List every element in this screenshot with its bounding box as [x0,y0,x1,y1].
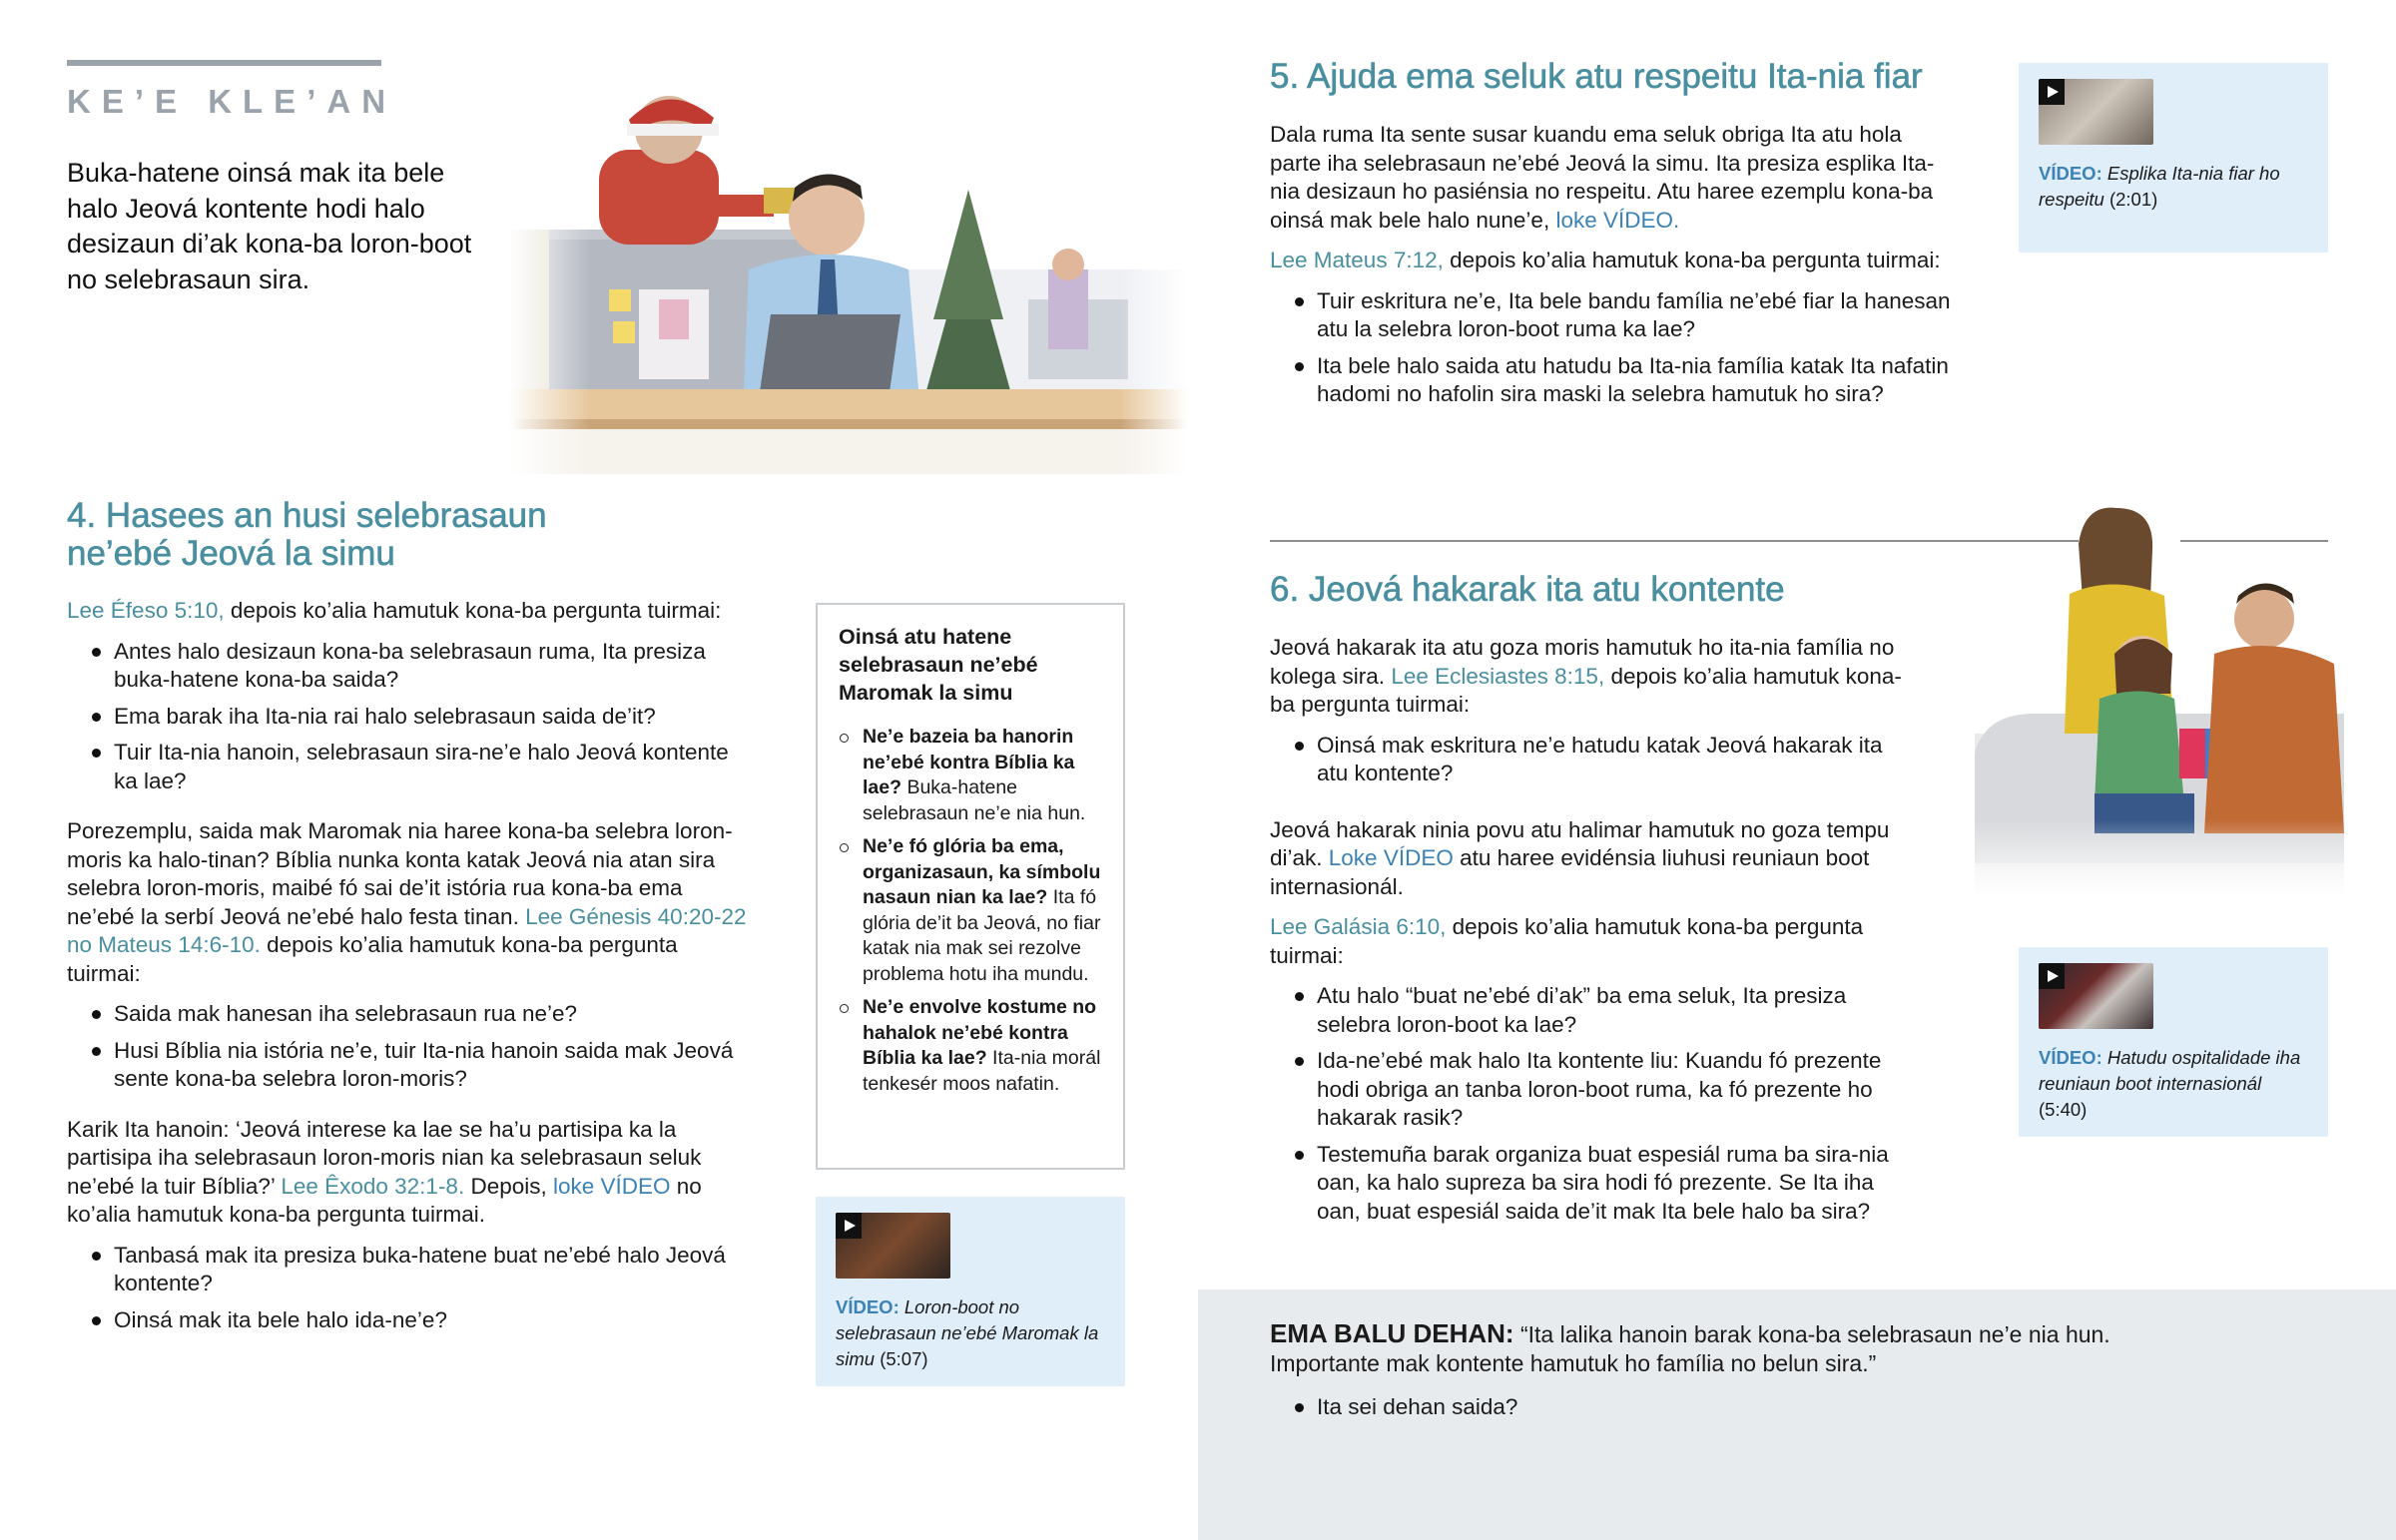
scripture-ref-eclesiastes[interactable]: Lee Eclesiastes 8:15, [1391,663,1605,689]
section-4-para-2 [67,817,756,988]
summary-quote [1270,1319,2168,1378]
sidebox-item-question: Ne’e envolve kostume no hahalok ne’ebé kontra Bíblia ka lae? [863,996,1097,1069]
section-5-para-2 [1270,247,1969,275]
question-item [1270,1393,1517,1422]
video-thumbnail[interactable] [836,1213,950,1279]
para-text: no ko’alia hamutuk kona-ba pergunta tuirmai. [67,1173,702,1227]
page-kicker: KE’E KLE’AN [67,83,397,120]
para-text: depois ko’alia hamutuk kona-ba pergunta tuirmai: [1270,914,1864,968]
section-6-para-3 [1270,913,1909,970]
question-text: Antes halo desizaun kona-ba selebrasaun ruma, Ita presiza buka-hatene kona-ba saida? [114,638,706,692]
section-6-body [1270,634,1919,1234]
video-thumbnail[interactable] [2039,79,2153,145]
section-6-para-1 [1270,634,1909,720]
sidebox-item-text: Ita fó glória de’it ba Jeová, no fiar katak nia mak sei rezolve problema hotu iha mundu. [863,886,1101,985]
video-duration: (2:01) [2108,189,2158,210]
question-item [67,1037,756,1094]
question-item [1270,1141,1919,1227]
video-caption [2039,1045,2308,1123]
sidebox-item [839,834,1104,987]
scripture-ref-genesis[interactable]: Lee Génesis 40:20-22 no Mateus 14:6-10. [67,903,747,957]
section-6-para-2 [1270,816,1909,902]
video-label: VÍDEO: [2039,163,2102,184]
section-4-title-line2: ne’ebé Jeová la simu [67,534,395,573]
question-text: Ema barak iha Ita-nia rai halo selebrasaun saida de’it? [114,703,656,729]
sidebox-list [839,725,1104,1097]
summary-label: EMA BALU DEHAN: [1270,1318,1514,1348]
question-item [67,739,756,795]
section-5-questions [1270,287,1969,409]
question-item [1270,1047,1919,1133]
video-link[interactable]: loke VÍDEO [553,1173,671,1199]
para-text: depois ko’alia hamutuk kona-ba pergunta tuirmai: [1443,248,1941,272]
question-item [67,703,756,732]
question-item [67,1000,756,1029]
question-text: Saida mak hanesan iha selebrasaun rua ne’e? [114,1001,578,1026]
play-icon [2039,963,2065,989]
summary-box [1198,1289,2396,1540]
section-6-questions-1 [1270,732,1919,788]
video-label: VÍDEO: [2039,1047,2102,1068]
para-text: Porezemplu, saida mak Maromak nia haree kona-ba selebra loron-moris ka halo-tinan? Bíblia nunka konta katak Jeová nia atan sira selebra loron-moris, maibé fó sai de’it istória rua kona-ba ema ne’ebé la serbí Jeová ne’ebé halo festa tinan. [67,818,733,929]
video-card-ospitalidade[interactable] [2019,947,2328,1137]
question-text: Tuir eskritura ne’e, Ita bele bandu família ne’ebé fiar la hanesan atu la selebra loron-boot ruma ka lae? [1317,287,1951,341]
para-text: atu haree evidénsia liuhusi reuniaun boot internasionál. [1270,845,1870,899]
video-duration: (5:40) [2039,1099,2088,1120]
section-divider [1270,540,2079,542]
section-4-questions-1 [67,638,756,796]
para-text: depois ko’alia hamutuk kona-ba pergunta tuirmai: [67,932,678,986]
section-4-questions-2 [67,1000,756,1094]
question-text: Oinsá mak ita bele halo ida-ne’e? [114,1306,447,1332]
question-text: Tanbasá mak ita presiza buka-hatene buat ne’ebé halo Jeová kontente? [114,1242,726,1295]
question-text: Husi Bíblia nia istória ne’e, tuir Ita-nia hanoin saida mak Jeová sente kona-ba selebra loron-moris? [114,1037,734,1091]
scripture-ref-efeso[interactable]: Lee Éfeso 5:10, [67,598,225,623]
section-4-body [67,597,756,1342]
sidebox-item-text: Buka-hatene selebrasaun ne’e nia hun. [863,776,1086,824]
section-5-body [1270,121,1969,417]
video-label: VÍDEO: [836,1296,899,1317]
video-caption [836,1294,1105,1372]
sidebox-content [839,623,1104,1105]
sidebox-item-question: Ne’e fó glória ba ema, organizasaun, ka símbolu nasaun nian ka lae? [863,835,1101,908]
section-5-title: 5. Ajuda ema seluk atu respeitu Ita-nia fiar [1270,57,1923,96]
video-duration: (5:07) [880,1348,928,1369]
section-4-title [67,497,766,573]
para-text: Dala ruma Ita sente susar kuandu ema seluk obriga Ita atu hola parte iha selebrasaun ne’ebé Jeová la simu. Ita presiza esplika Ita-nia desizaun ho pasiénsia no respeitu. Atu haree ezemplu kona-ba oinsá mak bele halo nune’e, [1270,122,1935,233]
video-thumbnail[interactable] [2039,963,2153,1029]
para-text: depois ko’alia hamutuk kona-ba pergunta tuirmai: [1270,663,1902,717]
para-text: Karik Ita hanoin: ‘Jeová interese ka lae se ha’u partisipa ka la partisipa iha selebrasaun loron-moris nian ka selebrasaun seluk ne’ebé la tuir Bíblia?’ [67,1116,702,1199]
sidebox-item [839,995,1104,1097]
question-item [1270,982,1919,1039]
sidebox-item-question: Ne’e bazeia ba hanorin ne’ebé kontra Bíblia ka lae? [863,726,1075,798]
scripture-ref-mateus[interactable]: Lee Mateus 7:12, [1270,248,1444,272]
section-4-para-3 [67,1116,756,1230]
sidebox-item [839,725,1104,826]
question-text: Ita sei dehan saida? [1317,1394,1518,1419]
play-icon [2039,79,2065,105]
criteria-sidebox [816,603,1125,1170]
question-text: Atu halo “buat ne’ebé di’ak” ba ema seluk, Ita presiza selebra loron-boot ka lae? [1317,983,1847,1037]
question-text: Testemuña barak organiza buat espesiál ruma ba sira-nia oan, ka halo supreza ba sira hodi fó prezente. Se Ita iha oan, buat espesiál saida de’it mak Ita bele halo ba sira? [1317,1141,1889,1224]
office-illustration [509,90,1188,474]
question-item [1270,732,1919,788]
para-text: Depois, [464,1173,553,1199]
question-text: Oinsá mak eskritura ne’e hatudu katak Jeová hakarak ita atu kontente? [1317,732,1883,785]
video-title: Hatudu ospitalidade iha reuniaun boot internasionál [2039,1047,2301,1094]
video-card-esplika[interactable] [2019,63,2328,253]
family-illustration [1975,504,2344,898]
section-6-questions-2 [1270,982,1919,1226]
question-item [67,1242,756,1298]
para-text: depois ko’alia hamutuk kona-ba pergunta tuirmai: [224,598,722,623]
video-card-loron-boot[interactable] [816,1197,1125,1386]
intro-text: Buka-hatene oinsá mak ita bele halo Jeová kontente hodi halo desizaun di’ak kona-ba loron-boot no selebrasaun sira. [67,158,472,294]
video-title: Esplika Ita-nia fiar ho respeitu [2039,163,2280,210]
video-caption [2039,161,2308,213]
section-4-title-line1: 4. Hasees an husi selebrasaun [67,496,547,535]
question-text: Ida-ne’ebé mak halo Ita kontente liu: Kuandu fó prezente hodi obriga an tanba loron-boot ruma, ka fó prezente ho hakarak rasik? [1317,1048,1882,1130]
para-text: Jeová hakarak ita atu goza moris hamutuk ho ita-nia família no kolega sira. [1270,635,1895,689]
question-text: Ita bele halo saida atu hatudu ba Ita-nia família katak Ita nafatin hadomi no hafolin sira maski la selebra hamutuk ho sira? [1317,352,1949,406]
para-text: Jeová hakarak ninia povu atu halimar hamutuk no goza tempu di’ak. [1270,816,1890,870]
summary-text: “Ita lalika hanoin barak kona-ba selebrasaun ne’e nia hun. Importante mak kontente hamutuk ho família no belun sira.” [1270,1321,2110,1376]
summary-questions [1270,1393,1517,1430]
section-5-para-1 [1270,121,1959,235]
section-4-questions-3 [67,1242,756,1335]
video-link[interactable]: Loke VÍDEO [1328,845,1454,870]
question-item [67,638,756,695]
question-item [1270,352,1969,409]
question-item [1270,287,1969,344]
video-link[interactable]: loke VÍDEO. [1555,207,1680,233]
scripture-ref-galasia[interactable]: Lee Galásia 6:10, [1270,914,1447,939]
scripture-ref-exodo[interactable]: Lee Êxodo 32:1-8. [281,1173,465,1199]
question-text: Tuir Ita-nia hanoin, selebrasaun sira-ne’e halo Jeová kontente ka lae? [114,740,729,793]
video-title: Loron-boot no selebrasaun ne’ebé Maromak la simu [836,1296,1099,1369]
section-6-title: 6. Jeová hakarak ita atu kontente [1270,570,1785,609]
question-item [67,1306,756,1335]
header-rule [67,60,381,66]
play-icon [836,1213,862,1239]
sidebox-item-text: Ita-nia morál tenkesér moos nafatin. [863,1047,1101,1095]
section-4-para-1 [67,597,756,626]
sidebox-title: Oinsá atu hatene selebrasaun ne’ebé Maromak la simu [839,625,1038,705]
